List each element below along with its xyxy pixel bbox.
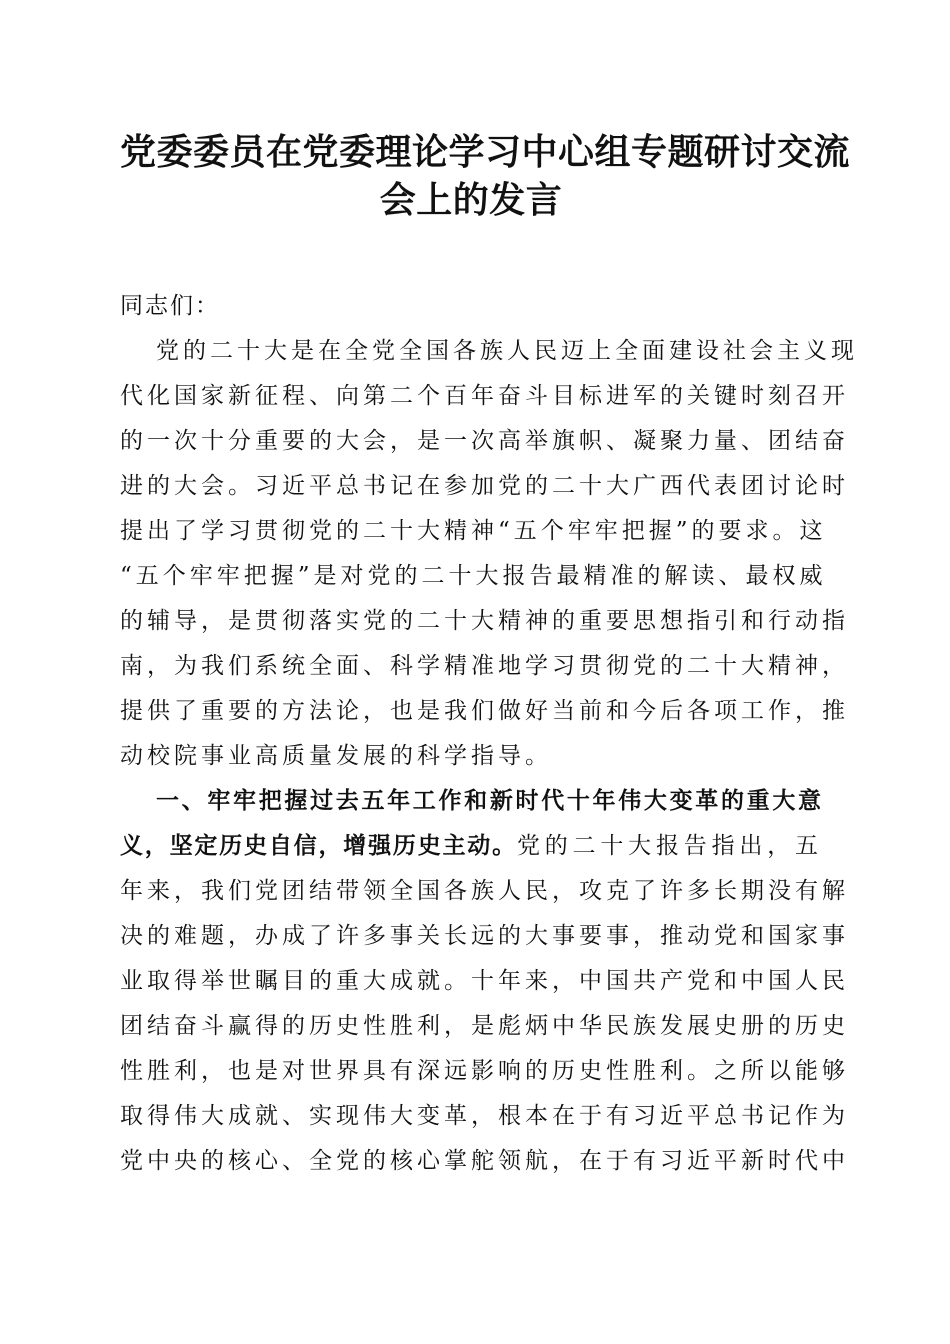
section-heading-line: 一、牢牢把握过去五年工作和新时代十年伟大变革的重大意 (156, 788, 822, 814)
paragraph-line: 年来，我们党团结带领全国各族人民，攻克了许多长期没有解 (120, 878, 849, 904)
paragraph-line: 提供了重要的方法论，也是我们做好当前和今后各项工作，推 (120, 698, 849, 724)
section-heading-tail: 义，坚定历史自信，增强历史主动。 (120, 833, 517, 859)
title-line-2: 会上的发言 (379, 179, 563, 221)
section-body-start: 党的二十大报告指出，五 (516, 833, 823, 859)
paragraph-line: 团结奋斗赢得的历史性胜利，是彪炳中华民族发展史册的历史 (120, 1013, 849, 1039)
title-line-1: 党委委员在党委理论学习中心组专题研讨交流 (120, 131, 851, 173)
paragraph-section-one (120, 779, 849, 1184)
paragraph-intro (120, 329, 858, 779)
document-title (120, 128, 851, 224)
paragraph-line: “五个牢牢把握”是对党的二十大报告最精准的解读、最权威 (120, 563, 827, 589)
paragraph-line: 提出了学习贯彻党的二十大精神“五个牢牢把握”的要求。这 (120, 518, 827, 544)
paragraph-line: 代化国家新征程、向第二个百年奋斗目标进军的关键时刻召开 (120, 383, 849, 409)
paragraph-line: 动校院事业高质量发展的科学指导。 (120, 743, 552, 769)
paragraph-line: 南，为我们系统全面、科学精准地学习贯彻党的二十大精神， (120, 653, 849, 679)
paragraph-line (120, 824, 822, 869)
paragraph-line: 性胜利，也是对世界具有深远影响的历史性胜利。之所以能够 (120, 1058, 849, 1084)
paragraph-line: 取得伟大成就、实现伟大变革，根本在于有习近平总书记作为 (120, 1103, 849, 1129)
paragraph-line: 的一次十分重要的大会，是一次高举旗帜、凝聚力量、团结奋 (120, 428, 849, 454)
paragraph-line: 业取得举世瞩目的重大成就。十年来，中国共产党和中国人民 (120, 968, 849, 994)
paragraph-line: 党中央的核心、全党的核心掌舵领航，在于有习近平新时代中 (120, 1148, 849, 1174)
salutation: 同志们： (120, 293, 220, 319)
paragraph-line: 决的难题，办成了许多事关长远的大事要事，推动党和国家事 (120, 923, 849, 949)
paragraph-line: 进的大会。习近平总书记在参加党的二十大广西代表团讨论时 (120, 473, 849, 499)
paragraph-line: 党的二十大是在全党全国各族人民迈上全面建设社会主义现 (156, 338, 858, 364)
paragraph-line: 的辅导，是贯彻落实党的二十大精神的重要思想指引和行动指 (120, 608, 849, 634)
